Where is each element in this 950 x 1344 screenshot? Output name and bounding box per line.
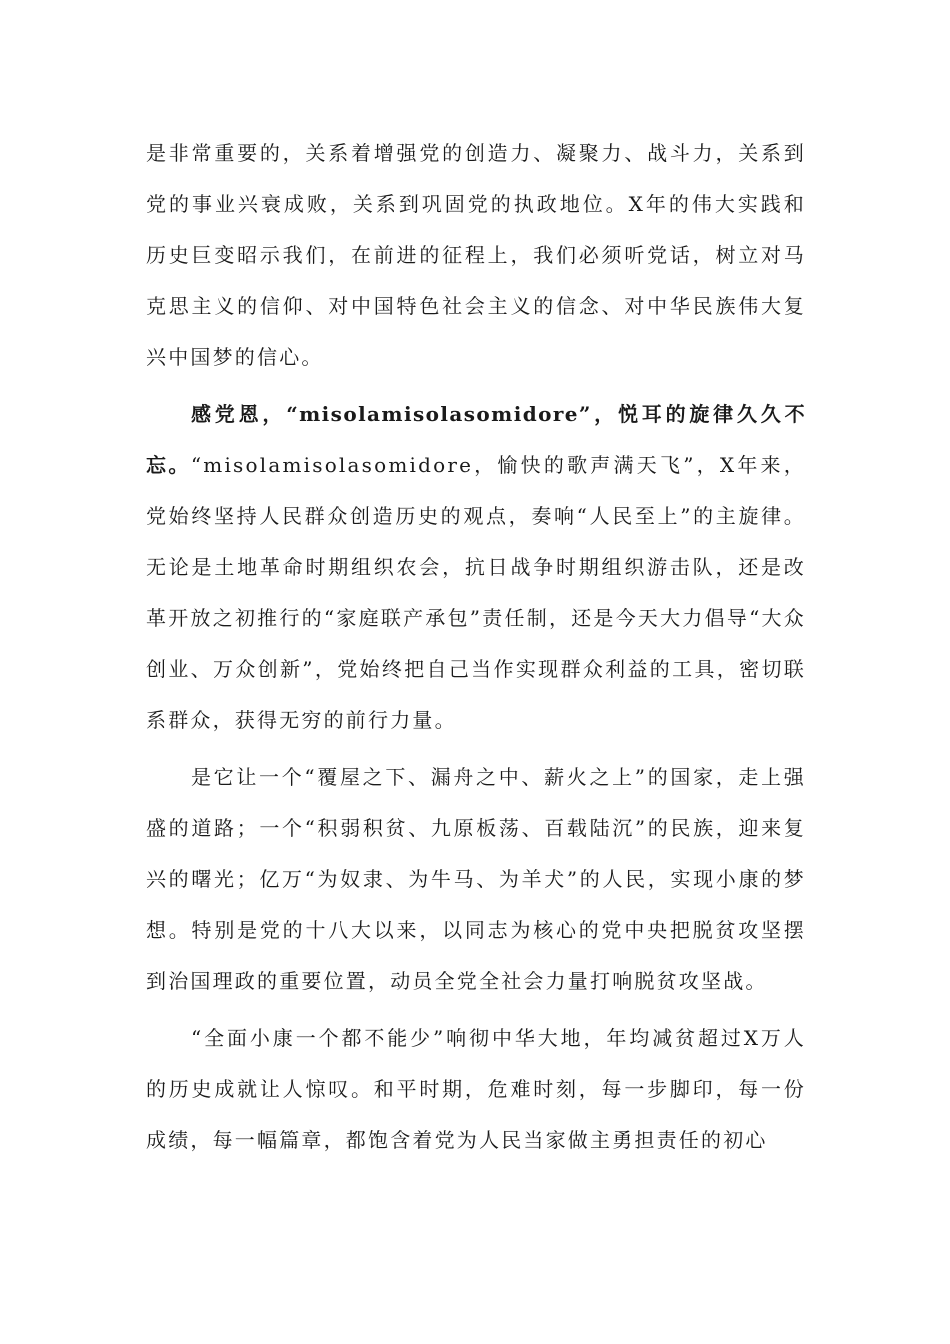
paragraph-2: [146, 389, 806, 746]
paragraph-3: 是它让一个“覆屋之下、漏舟之中、薪火之上”的国家，走上强盛的道路；一个“积弱积贫、九原板荡、百载陆沉”的民族，迎来复兴的曙光；亿万“为奴隶、为牛马、为羊犬”的人民，实现小康的梦想。特别是党的十八大以来，以同志为核心的党中央把脱贫攻坚摆到治国理政的重要位置，动员全党全社会力量打响脱贫攻坚战。: [146, 765, 806, 993]
document-body: [146, 128, 806, 1166]
paragraph-1: 是非常重要的，关系着增强党的创造力、凝聚力、战斗力，关系到党的事业兴衰成败，关系到巩固党的执政地位。X年的伟大实践和历史巨变昭示我们，在前进的征程上，我们必须听党话，树立对马克思主义的信仰、对中国特色社会主义的信念、对中华民族伟大复兴中国梦的信心。: [146, 141, 806, 369]
paragraph-2-heading: 感党恩，“misolamisolasomidore”，悦耳的旋律久久不忘。: [146, 402, 806, 477]
paragraph-2-text: “misolamisolasomidore，愉快的歌声满天飞”，X年来，党始终坚持人民群众创造历史的观点，奏响“人民至上”的主旋律。无论是土地革命时期组织农会，抗日战争时期组织游击队，还是改革开放之初推行的“家庭联产承包”责任制，还是今天大力倡导“大众创业、万众创新”，党始终把自己当作实现群众利益的工具，密切联系群众，获得无穷的前行力量。: [146, 453, 806, 732]
paragraph-4: “全面小康一个都不能少”响彻中华大地，年均减贫超过X万人的历史成就让人惊叹。和平时期，危难时刻，每一步脚印，每一份成绩，每一幅篇章，都饱含着党为人民当家做主勇担责任的初心: [146, 1026, 806, 1152]
